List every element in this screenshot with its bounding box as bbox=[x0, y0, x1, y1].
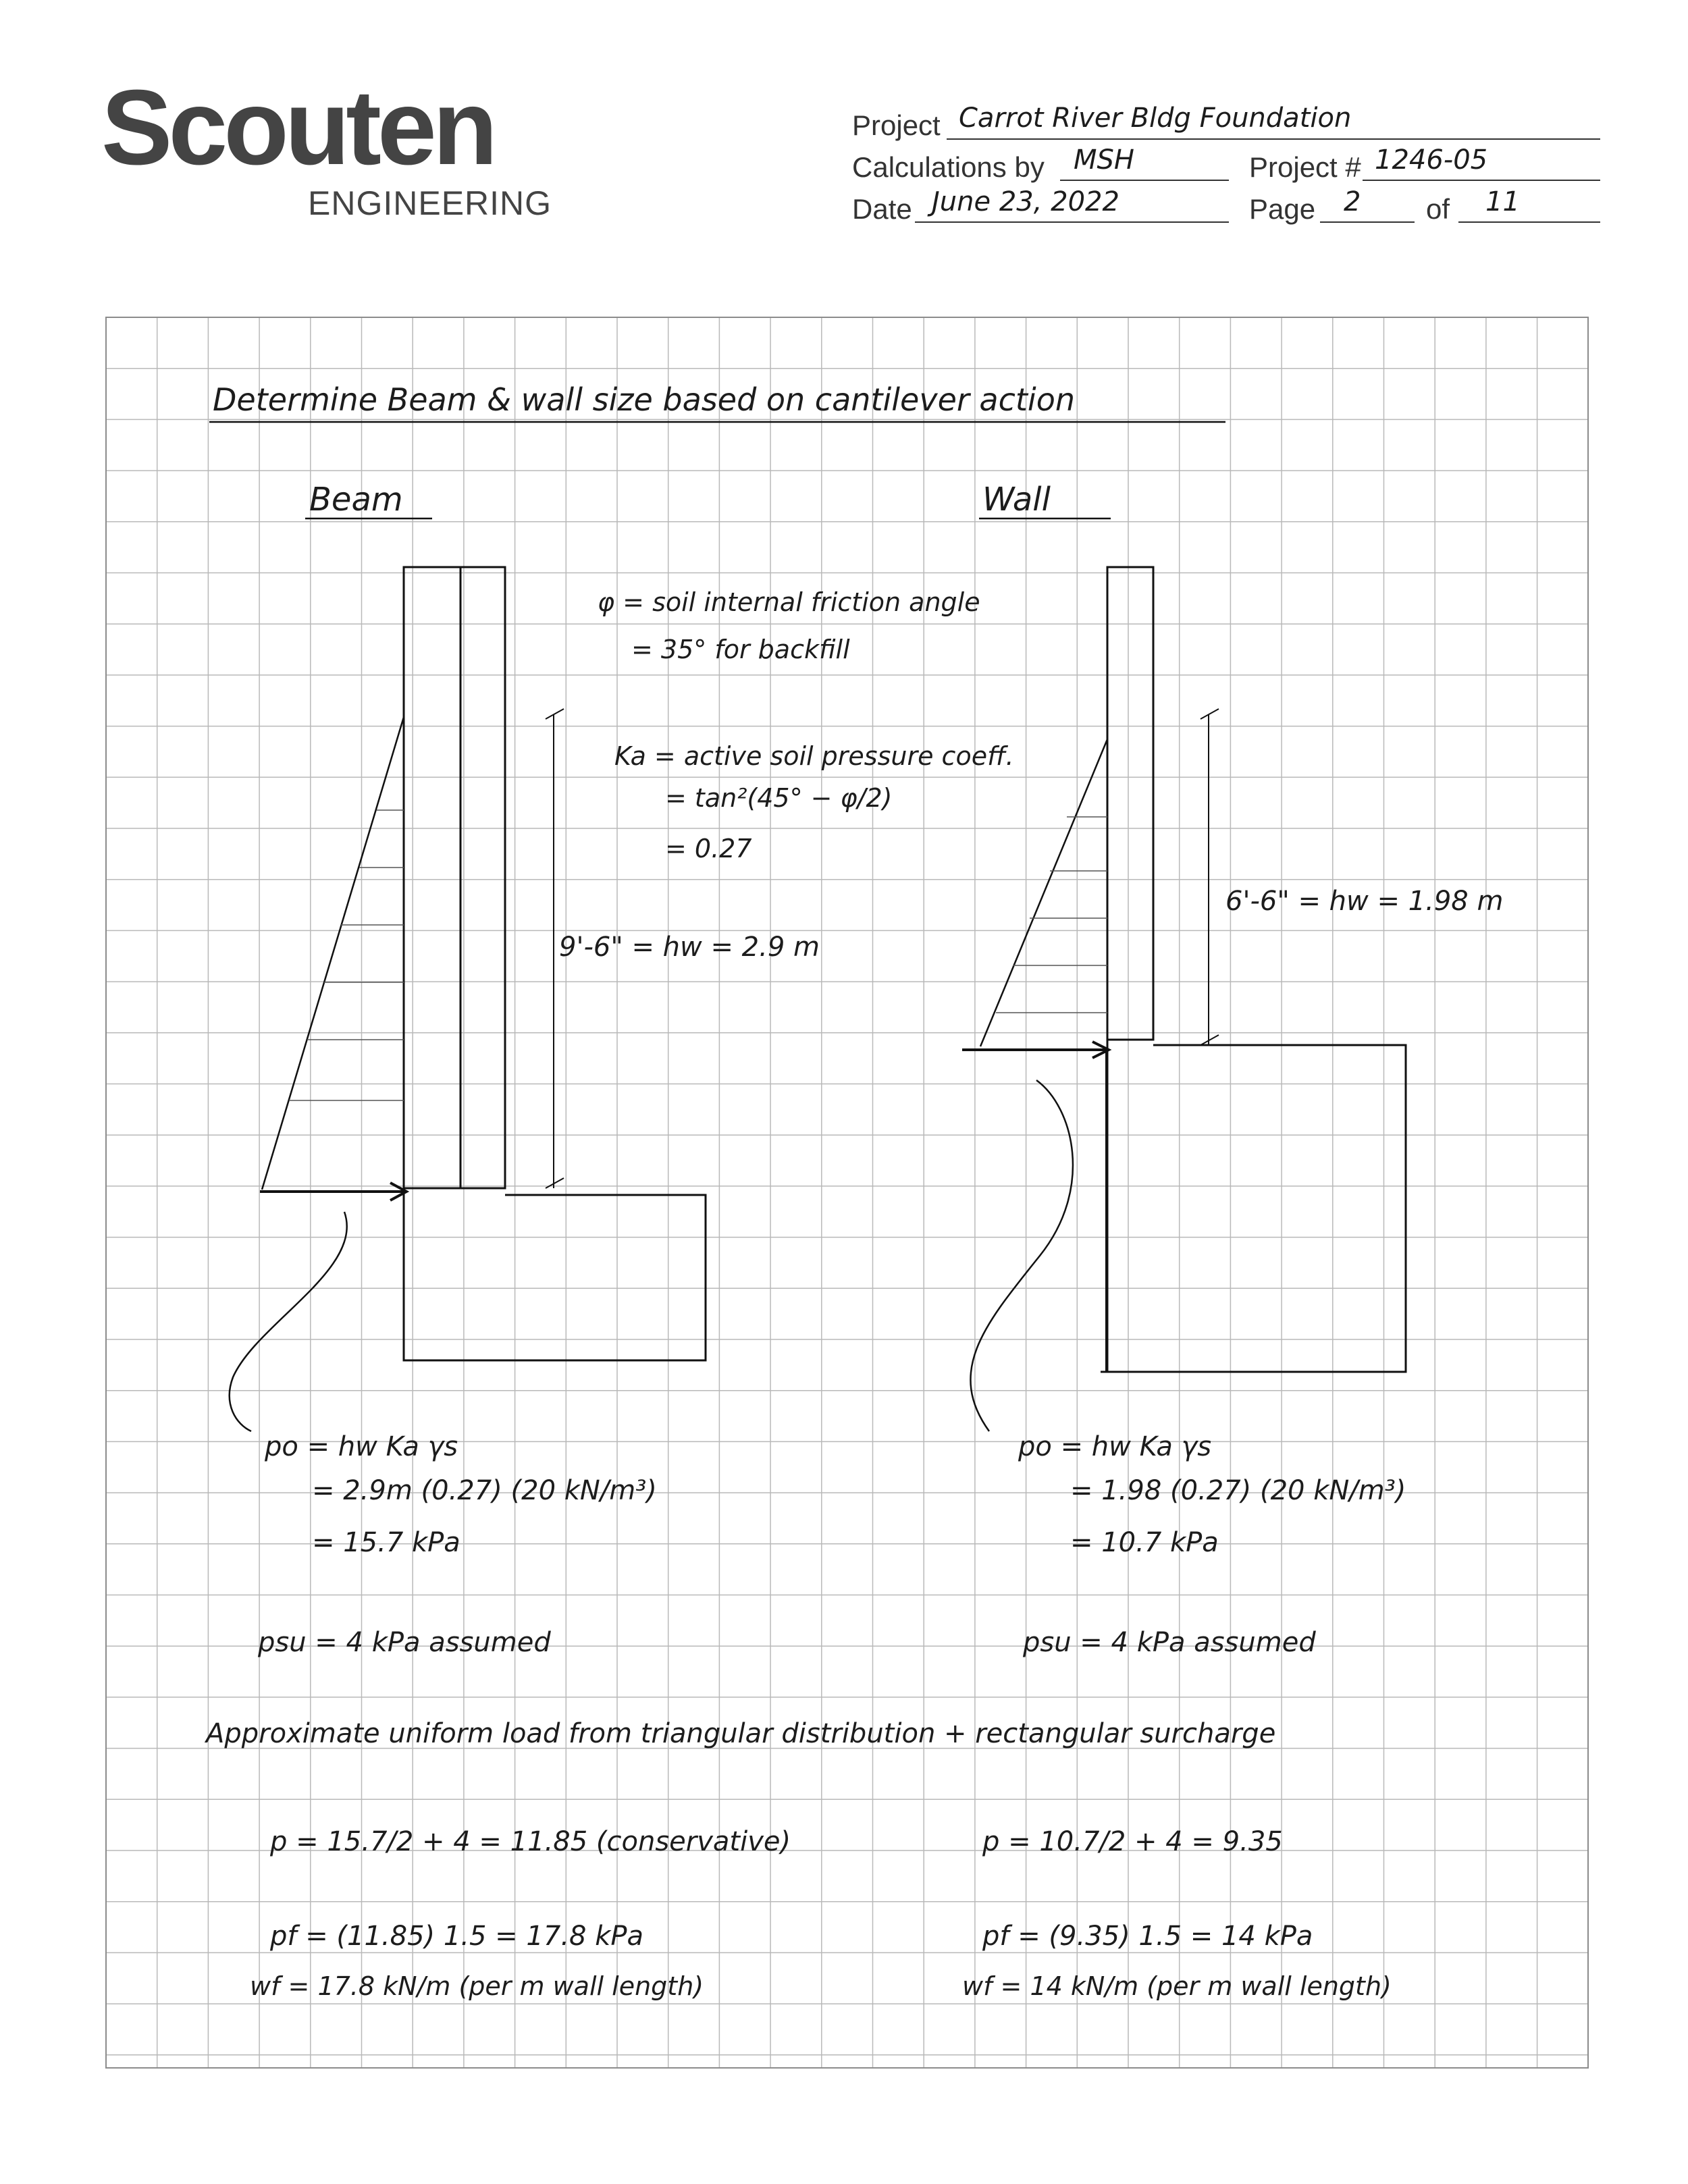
wall-po-substitution: = 1.98 (0.27) (20 kN/m³) bbox=[1070, 1475, 1406, 1506]
page-value: 2 bbox=[1344, 186, 1361, 217]
wall-footing bbox=[1101, 1045, 1406, 1372]
calculations-by-label: Calculations by bbox=[852, 151, 1045, 183]
wall-heading: Wall bbox=[982, 481, 1051, 518]
page-label: Page bbox=[1249, 193, 1316, 225]
approximation-note: Approximate uniform load from triangular distribution + rectangular surcharge bbox=[206, 1718, 1276, 1749]
beam-uniform-load: p = 15.7/2 + 4 = 11.85 (conservative) bbox=[270, 1826, 791, 1857]
project-number-value: 1246-05 bbox=[1375, 144, 1488, 176]
phi-definition: φ = soil internal friction angle bbox=[598, 587, 980, 617]
ka-formula: = tan²(45° − φ/2) bbox=[665, 783, 893, 813]
project-value: Carrot River Bldg Foundation bbox=[959, 103, 1352, 134]
beam-po-formula: po = hw Ka γs bbox=[265, 1431, 458, 1462]
company-logo: Scouten bbox=[101, 68, 494, 187]
wall-diagram bbox=[962, 567, 1406, 1431]
date-label: Date bbox=[852, 193, 912, 225]
beam-footing bbox=[404, 1188, 706, 1360]
wall-stem bbox=[1107, 567, 1153, 1040]
wall-factored-pressure: pf = (9.35) 1.5 = 14 kPa bbox=[982, 1921, 1313, 1952]
of-label: of bbox=[1426, 193, 1450, 225]
project-number-label: Project # bbox=[1249, 151, 1361, 183]
wall-uniform-load: p = 10.7/2 + 4 = 9.35 bbox=[982, 1826, 1283, 1857]
beam-po-result: = 15.7 kPa bbox=[312, 1527, 460, 1558]
beam-wall-stem bbox=[404, 567, 505, 1188]
beam-pressure-triangle bbox=[262, 717, 404, 1190]
beam-diagram bbox=[230, 567, 706, 1431]
beam-po-substitution: = 2.9m (0.27) (20 kN/m³) bbox=[312, 1475, 657, 1506]
beam-heading: Beam bbox=[309, 481, 403, 518]
beam-wall-height: 9'-6" = hw = 2.9 m bbox=[559, 932, 820, 963]
beam-surcharge: psu = 4 kPa assumed bbox=[258, 1627, 551, 1658]
ka-value: = 0.27 bbox=[665, 834, 752, 863]
of-value: 11 bbox=[1485, 186, 1520, 217]
wall-po-result: = 10.7 kPa bbox=[1070, 1527, 1219, 1558]
wall-po-formula: po = hw Ka γs bbox=[1018, 1431, 1212, 1462]
date-value: June 23, 2022 bbox=[932, 186, 1119, 217]
company-logo-subtitle: ENGINEERING bbox=[308, 184, 552, 222]
project-label: Project bbox=[852, 109, 941, 141]
beam-factored-load: wf = 17.8 kN/m (per m wall length) bbox=[250, 1971, 704, 2001]
wall-factored-load: wf = 14 kN/m (per m wall length) bbox=[962, 1971, 1392, 2001]
wall-pressure-triangle bbox=[980, 739, 1107, 1046]
beam-factored-pressure: pf = (11.85) 1.5 = 17.8 kPa bbox=[270, 1921, 643, 1952]
wall-height: 6'-6" = hw = 1.98 m bbox=[1225, 886, 1504, 917]
section-title: Determine Beam & wall size based on cantilever action bbox=[213, 381, 1075, 418]
calculations-by-value: MSH bbox=[1074, 144, 1134, 176]
ka-definition: Ka = active soil pressure coeff. bbox=[614, 741, 1014, 771]
wall-surcharge: psu = 4 kPa assumed bbox=[1023, 1627, 1316, 1658]
phi-value: = 35° for backfill bbox=[631, 635, 850, 664]
